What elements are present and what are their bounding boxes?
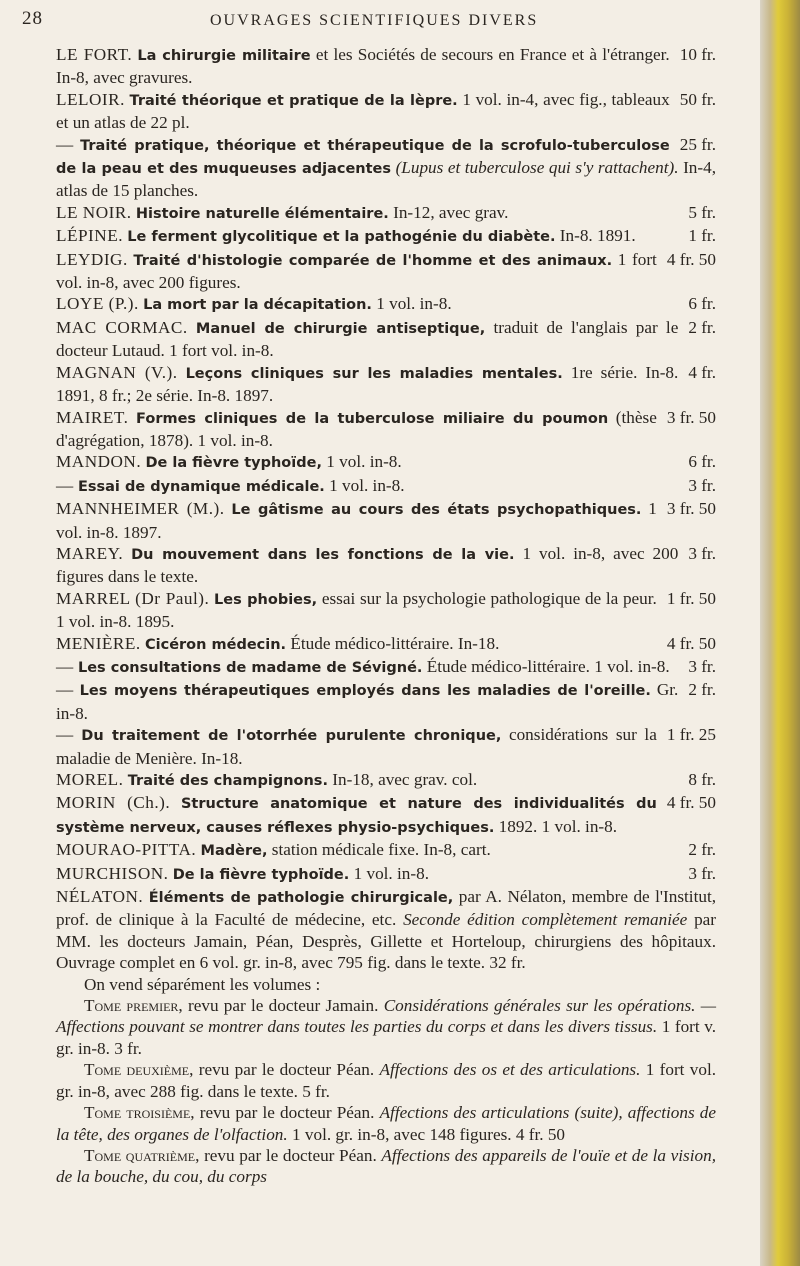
entry-price: 10 fr. — [679, 45, 716, 64]
entry-price: 6 fr. — [688, 294, 716, 314]
entry-author: LELOIR. — [56, 89, 125, 109]
volume-entry — [56, 1059, 716, 1102]
entry-author: LOYE (P.). — [56, 294, 139, 314]
entry-description: In-18, avec grav. col. — [332, 770, 478, 789]
entry-title: Le ferment glycolitique et la pathogénie du diabète. — [127, 229, 556, 246]
catalogue-entry — [56, 44, 716, 89]
catalogue-entry — [56, 656, 716, 679]
entry-title: Traité d'histologie comparée de l'homme et des animaux. — [133, 252, 613, 269]
volume-reviser: revu par le docteur Péan. — [199, 1103, 375, 1123]
volume-label: Tome deuxième, — [84, 1060, 194, 1080]
running-title: OUVRAGES SCIENTIFIQUES DIVERS — [210, 12, 539, 29]
entry-author: LEYDIG. — [56, 249, 128, 269]
catalogue-entry — [56, 633, 716, 656]
entry-price: 6 fr. — [688, 452, 716, 472]
volume-contents: Affections des appareils de l'ouïe et de la vision, de la bouche, du cou, du corps — [56, 1145, 717, 1187]
volumes-note — [56, 974, 716, 995]
entry-description: 1 fort vol. in-8, avec 200 figures. — [56, 249, 657, 293]
catalogue-entry — [56, 475, 716, 498]
catalogue-entry — [56, 679, 716, 724]
entry-price: 25 fr. — [679, 134, 716, 154]
entry-title: Le gâtisme au cours des états psychopathiques. — [231, 502, 642, 519]
entry-price: 3 fr. — [688, 656, 716, 676]
entry-description: Étude médico-littéraire. 1 vol. in-8. — [426, 656, 670, 676]
entry-description: Gr. in-8. — [56, 680, 679, 723]
catalogue-entry — [56, 451, 716, 474]
entry-author: LE NOIR. — [56, 202, 132, 222]
page-header — [22, 8, 700, 36]
entry-title: Traité théorique et pratique de la lèpre. — [129, 92, 458, 109]
entry-description: station médicale fixe. In-8, cart. — [271, 840, 491, 860]
entry-author: — — [56, 656, 74, 676]
entry-title: De la fièvre typhoïde, — [145, 455, 322, 472]
entry-price: 3 fr. 50 — [666, 407, 716, 427]
entry-title: Cicéron médecin. — [144, 636, 287, 653]
entry-author: MURCHISON. — [56, 863, 169, 883]
entry-description: par MM. les docteurs Jamain, Péan, Desprès, Gillette et Horteloup, chirurgiens des hôpitaux. Ouvrage complet en 6 vol. gr. in-8, avec 795 fig. dans le texte. 32 fr. — [56, 910, 717, 973]
entry-title: Essai de dynamique médicale. — [77, 478, 325, 495]
entry-description: 1 vol. in-8. 1897. — [56, 499, 657, 542]
entry-description: 1892. 1 vol. in-8. — [498, 816, 618, 836]
catalogue-entry — [56, 293, 716, 316]
entry-price: 1 fr. 50 — [666, 588, 716, 608]
entry-author: MENIÈRE. — [56, 633, 141, 653]
entry-author: MOURAO-PITTA. — [56, 840, 197, 860]
entry-price: 4 fr. 50 — [666, 793, 716, 813]
entry-author: MAREY. — [56, 543, 124, 563]
entry-price: 2 fr. — [688, 680, 716, 700]
entry-price: 1 fr. — [688, 226, 716, 246]
page-edge — [760, 0, 800, 1266]
catalogue-entry — [56, 362, 716, 407]
entry-price: 3 fr. 50 — [666, 499, 716, 519]
entry-author: MORIN (Ch.). — [56, 793, 171, 813]
volume-contents: Considérations générales sur les opérations. — Affections pouvant se montrer dans toutes les parties du corps et dans les divers tissus. — [56, 996, 717, 1037]
catalogue-entry — [56, 724, 716, 769]
catalogue-entry — [56, 498, 716, 543]
entry-author: — — [56, 475, 74, 495]
entry-description: 1 vol. in-8. — [326, 452, 402, 472]
entry-price: 4 fr. 50 — [666, 249, 716, 269]
entry-description: 1 vol. in-4, avec fig., tableaux et un atlas de 22 pl. — [56, 89, 670, 133]
volume-entry — [56, 1102, 716, 1145]
entry-price: 1 fr. 25 — [666, 725, 716, 745]
volume-label: Tome troisième, — [84, 1103, 195, 1123]
catalogue-entry — [56, 863, 716, 886]
entry-title: Madère, — [200, 843, 268, 860]
volume-reviser: revu par le docteur Jamain. — [188, 996, 379, 1016]
entry-author: MANDON. — [56, 452, 142, 472]
entry-author: MARREL (Dr Paul). — [56, 588, 210, 608]
entry-author: MAC CORMAC. — [56, 317, 188, 337]
catalogue-entry — [56, 769, 716, 792]
entry-description: traduit de l'anglais par le docteur Lutaud. 1 fort vol. in-8. — [56, 317, 679, 361]
entry-price: 2 fr. — [688, 317, 716, 337]
catalogue-text — [56, 44, 716, 1188]
entry-author: LE FORT. — [56, 45, 133, 64]
volume-contents: Affections des articulations (suite), affections de la tête, des organes de l'olfaction. — [56, 1103, 716, 1144]
entry-price: 4 fr. 50 — [666, 633, 716, 653]
volume-reviser: revu par le docteur Péan. — [204, 1145, 377, 1165]
entry-title: De la fièvre typhoïde. — [172, 866, 350, 883]
entry-title: Manuel de chirurgie antiseptique, — [195, 320, 486, 337]
volume-details: 1 vol. gr. in-8, avec 148 figures. 4 fr. 50 — [291, 1124, 566, 1144]
catalogue-entry — [56, 839, 716, 862]
catalogue-entry — [56, 407, 716, 452]
volume-reviser: revu par le docteur Péan. — [198, 1060, 375, 1080]
entry-author: NÉLATON. — [56, 887, 144, 907]
catalogue-entry — [56, 225, 716, 248]
entry-author: — — [56, 725, 74, 745]
entry-price: 8 fr. — [688, 770, 716, 789]
volume-details: 1 fort v. gr. in-8. 3 fr. — [56, 1017, 717, 1058]
volume-details: 1 fort vol. gr. in-8, avec 288 fig. dans le texte. 5 fr. — [56, 1060, 717, 1101]
entry-title: Du traitement de l'otorrhée purulente chronique, — [81, 728, 502, 745]
entry-title: Les consultations de madame de Sévigné. — [77, 659, 423, 676]
catalogue-entry — [56, 588, 716, 633]
entry-edition: Seconde édition complètement remaniée — [403, 910, 688, 930]
entry-price: 50 fr. — [679, 89, 716, 109]
entry-description: 1 vol. in-8. — [353, 863, 430, 883]
entry-description: Étude médico-littéraire. In-18. — [290, 633, 500, 653]
entry-description: In-12, avec grav. — [393, 202, 509, 222]
entry-title: Traité pratique, théorique et thérapeutique de la scrofulo-tuberculose de la peau et des muqueuses adjacentes — [56, 137, 670, 178]
volume-label: Tome quatrième, — [84, 1145, 200, 1165]
entry-description: essai sur la psychologie pathologique de la peur. 1 vol. in-8. 1895. — [56, 588, 657, 632]
entry-title: Traité des champignons. — [127, 773, 328, 789]
catalogue-entry — [56, 89, 716, 134]
entry-title: Formes cliniques de la tuberculose miliaire du poumon — [136, 410, 609, 427]
entry-description: 1 vol. in-8. — [376, 294, 452, 314]
entry-description: considérations sur la maladie de Menière. In-18. — [56, 725, 657, 768]
entry-author: — — [56, 680, 74, 700]
entry-price: 3 fr. — [688, 543, 716, 563]
entry-author: MANNHEIMER (M.). — [56, 499, 225, 519]
entry-description: 1 vol. in-8. — [329, 475, 405, 495]
entry-description: In-8. 1891. — [559, 226, 636, 246]
catalogue-entry — [56, 249, 716, 294]
entry-price: 4 fr. — [688, 362, 716, 382]
entry-title: La chirurgie militaire — [137, 48, 311, 64]
entry-description: (thèse d'agrégation, 1878). 1 vol. in-8. — [56, 407, 657, 450]
volumes-note-text: On vend séparément les volumes : — [84, 974, 321, 994]
entry-title: Du mouvement dans les fonctions de la vie. — [131, 546, 515, 563]
entry-description: et les Sociétés de secours en France et à l'étranger. In-8, avec gravures. — [56, 45, 670, 88]
page-number: 28 — [22, 8, 43, 29]
entry-price: 5 fr. — [688, 202, 716, 222]
catalogue-entry — [56, 792, 716, 839]
volume-entry — [56, 1145, 716, 1188]
entry-description: In-4, atlas de 15 planches. — [56, 158, 716, 201]
entry-title: Leçons cliniques sur les maladies mentales. — [185, 365, 563, 382]
catalogue-entry — [56, 134, 716, 202]
catalogue-entry — [56, 543, 716, 588]
entry-title: Les phobies, — [214, 591, 318, 608]
entry-description: 1re série. In-8. 1891, 8 fr.; 2e série. In-8. 1897. — [56, 362, 679, 406]
entry-price: 3 fr. — [688, 863, 716, 883]
volume-label: Tome premier, — [84, 996, 183, 1016]
entry-note: (Lupus et tuberculose qui s'y rattachent). — [395, 158, 679, 178]
entry-author: — — [56, 134, 74, 154]
catalogue-entry — [56, 317, 716, 362]
entry-price: 3 fr. — [688, 475, 716, 495]
volume-contents: Affections des os et des articulations. — [379, 1060, 641, 1080]
entry-title: Éléments de pathologie chirurgicale, — [148, 890, 454, 907]
entry-description: 1 vol. in-8, avec 200 figures dans le texte. — [56, 543, 679, 587]
entry-author: MAGNAN (V.). — [56, 362, 178, 382]
entry-description: par A. Nélaton, membre de l'Institut, prof. de clinique à la Faculté de médecine, etc. — [56, 887, 717, 930]
entry-author: LÉPINE. — [56, 226, 123, 246]
entry-title: Structure anatomique et nature des individualités du système nerveux, causes réflexes physio-psychiques. — [56, 796, 657, 836]
entry-price: 2 fr. — [688, 840, 716, 860]
catalogue-entry-nelaton — [56, 886, 716, 974]
entry-title: Histoire naturelle élémentaire. — [135, 205, 389, 222]
volume-entry — [56, 995, 716, 1059]
entry-title: Les moyens thérapeutiques employés dans les maladies de l'oreille. — [79, 683, 651, 700]
entry-author: MOREL. — [56, 770, 124, 789]
entry-title: La mort par la décapitation. — [143, 297, 372, 314]
entry-author: MAIRET. — [56, 407, 129, 427]
catalogue-entry — [56, 202, 716, 225]
